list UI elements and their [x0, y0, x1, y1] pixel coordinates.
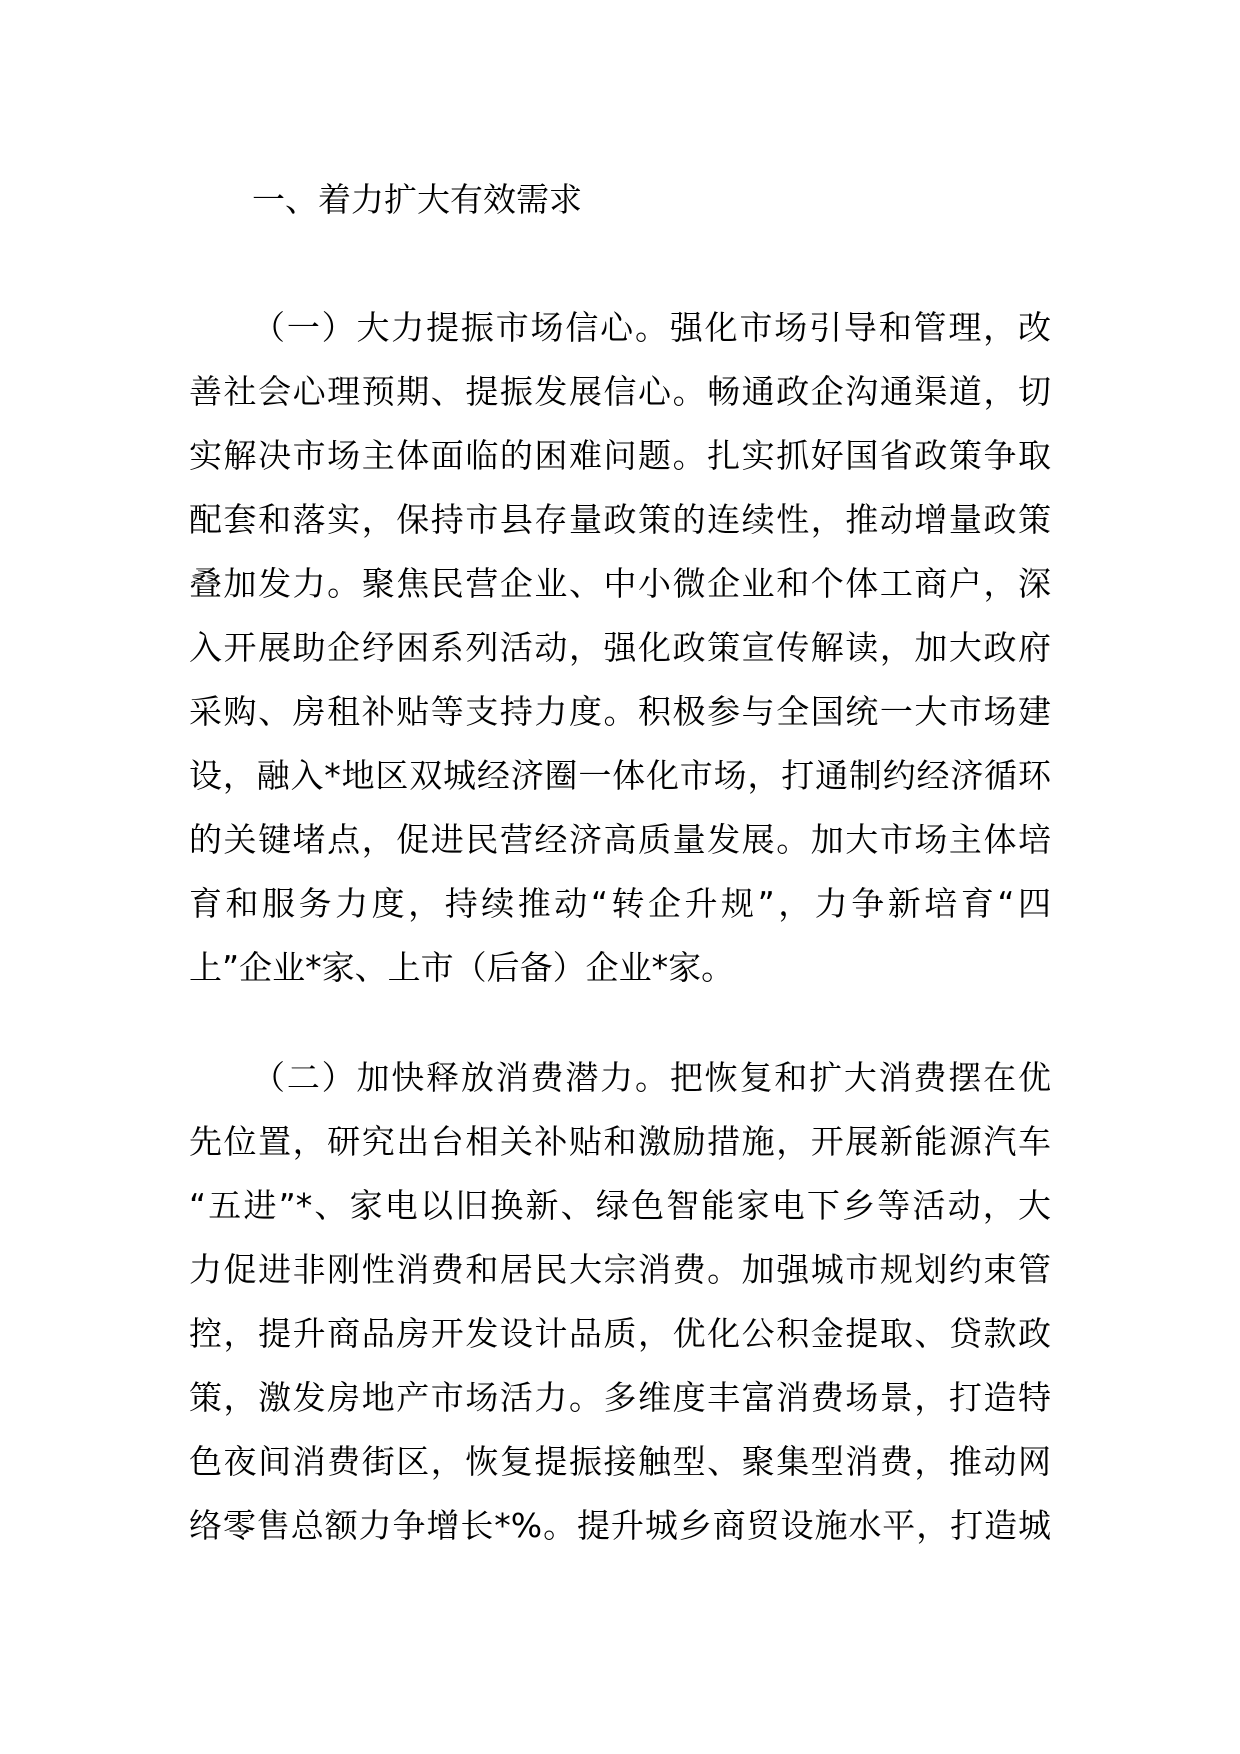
paragraph-line: 设，融入*地区双城经济圈一体化市场，打通制约经济循环 [189, 756, 1051, 795]
paragraph-line: 色夜间消费街区，恢复提振接触型、聚集型消费，推动网 [189, 1442, 1051, 1481]
paragraph-market-confidence [189, 296, 1051, 1000]
paragraph-line: 善社会心理预期、提振发展信心。畅通政企沟通渠道，切 [189, 372, 1051, 411]
paragraph-line: 策，激发房地产市场活力。多维度丰富消费场景，打造特 [189, 1378, 1051, 1417]
paragraph-consumption-potential [189, 1046, 1051, 1558]
paragraph-line: 上”企业*家、上市（后备）企业*家。 [189, 948, 735, 987]
paragraph-line: 配套和落实，保持市县存量政策的连续性，推动增量政策 [189, 500, 1051, 539]
paragraph-line: 叠加发力。聚焦民营企业、中小微企业和个体工商户，深 [189, 564, 1051, 603]
paragraph-line: （二）加快释放消费潜力。把恢复和扩大消费摆在优 [252, 1058, 1051, 1097]
section-heading: 一、着力扩大有效需求 [252, 180, 582, 219]
paragraph-line: 育和服务力度，持续推动“转企升规”，力争新培育“四 [189, 884, 1051, 923]
paragraph-line: 络零售总额力争增长*%。提升城乡商贸设施水平，打造城 [189, 1506, 1051, 1545]
paragraph-line: 实解决市场主体面临的困难问题。扎实抓好国省政策争取 [189, 436, 1051, 475]
paragraph-line: 控，提升商品房开发设计品质，优化公积金提取、贷款政 [189, 1314, 1051, 1353]
paragraph-line: 入开展助企纾困系列活动，强化政策宣传解读，加大政府 [189, 628, 1051, 667]
paragraph-line: 先位置，研究出台相关补贴和激励措施，开展新能源汽车 [189, 1122, 1051, 1161]
paragraph-line: 力促进非刚性消费和居民大宗消费。加强城市规划约束管 [189, 1250, 1051, 1289]
paragraph-line: “五进”*、家电以旧换新、绿色智能家电下乡等活动，大 [189, 1186, 1051, 1225]
paragraph-line: 的关键堵点，促进民营经济高质量发展。加大市场主体培 [189, 820, 1051, 859]
paragraph-line: （一）大力提振市场信心。强化市场引导和管理，改 [252, 308, 1051, 347]
paragraph-line: 采购、房租补贴等支持力度。积极参与全国统一大市场建 [189, 692, 1051, 731]
